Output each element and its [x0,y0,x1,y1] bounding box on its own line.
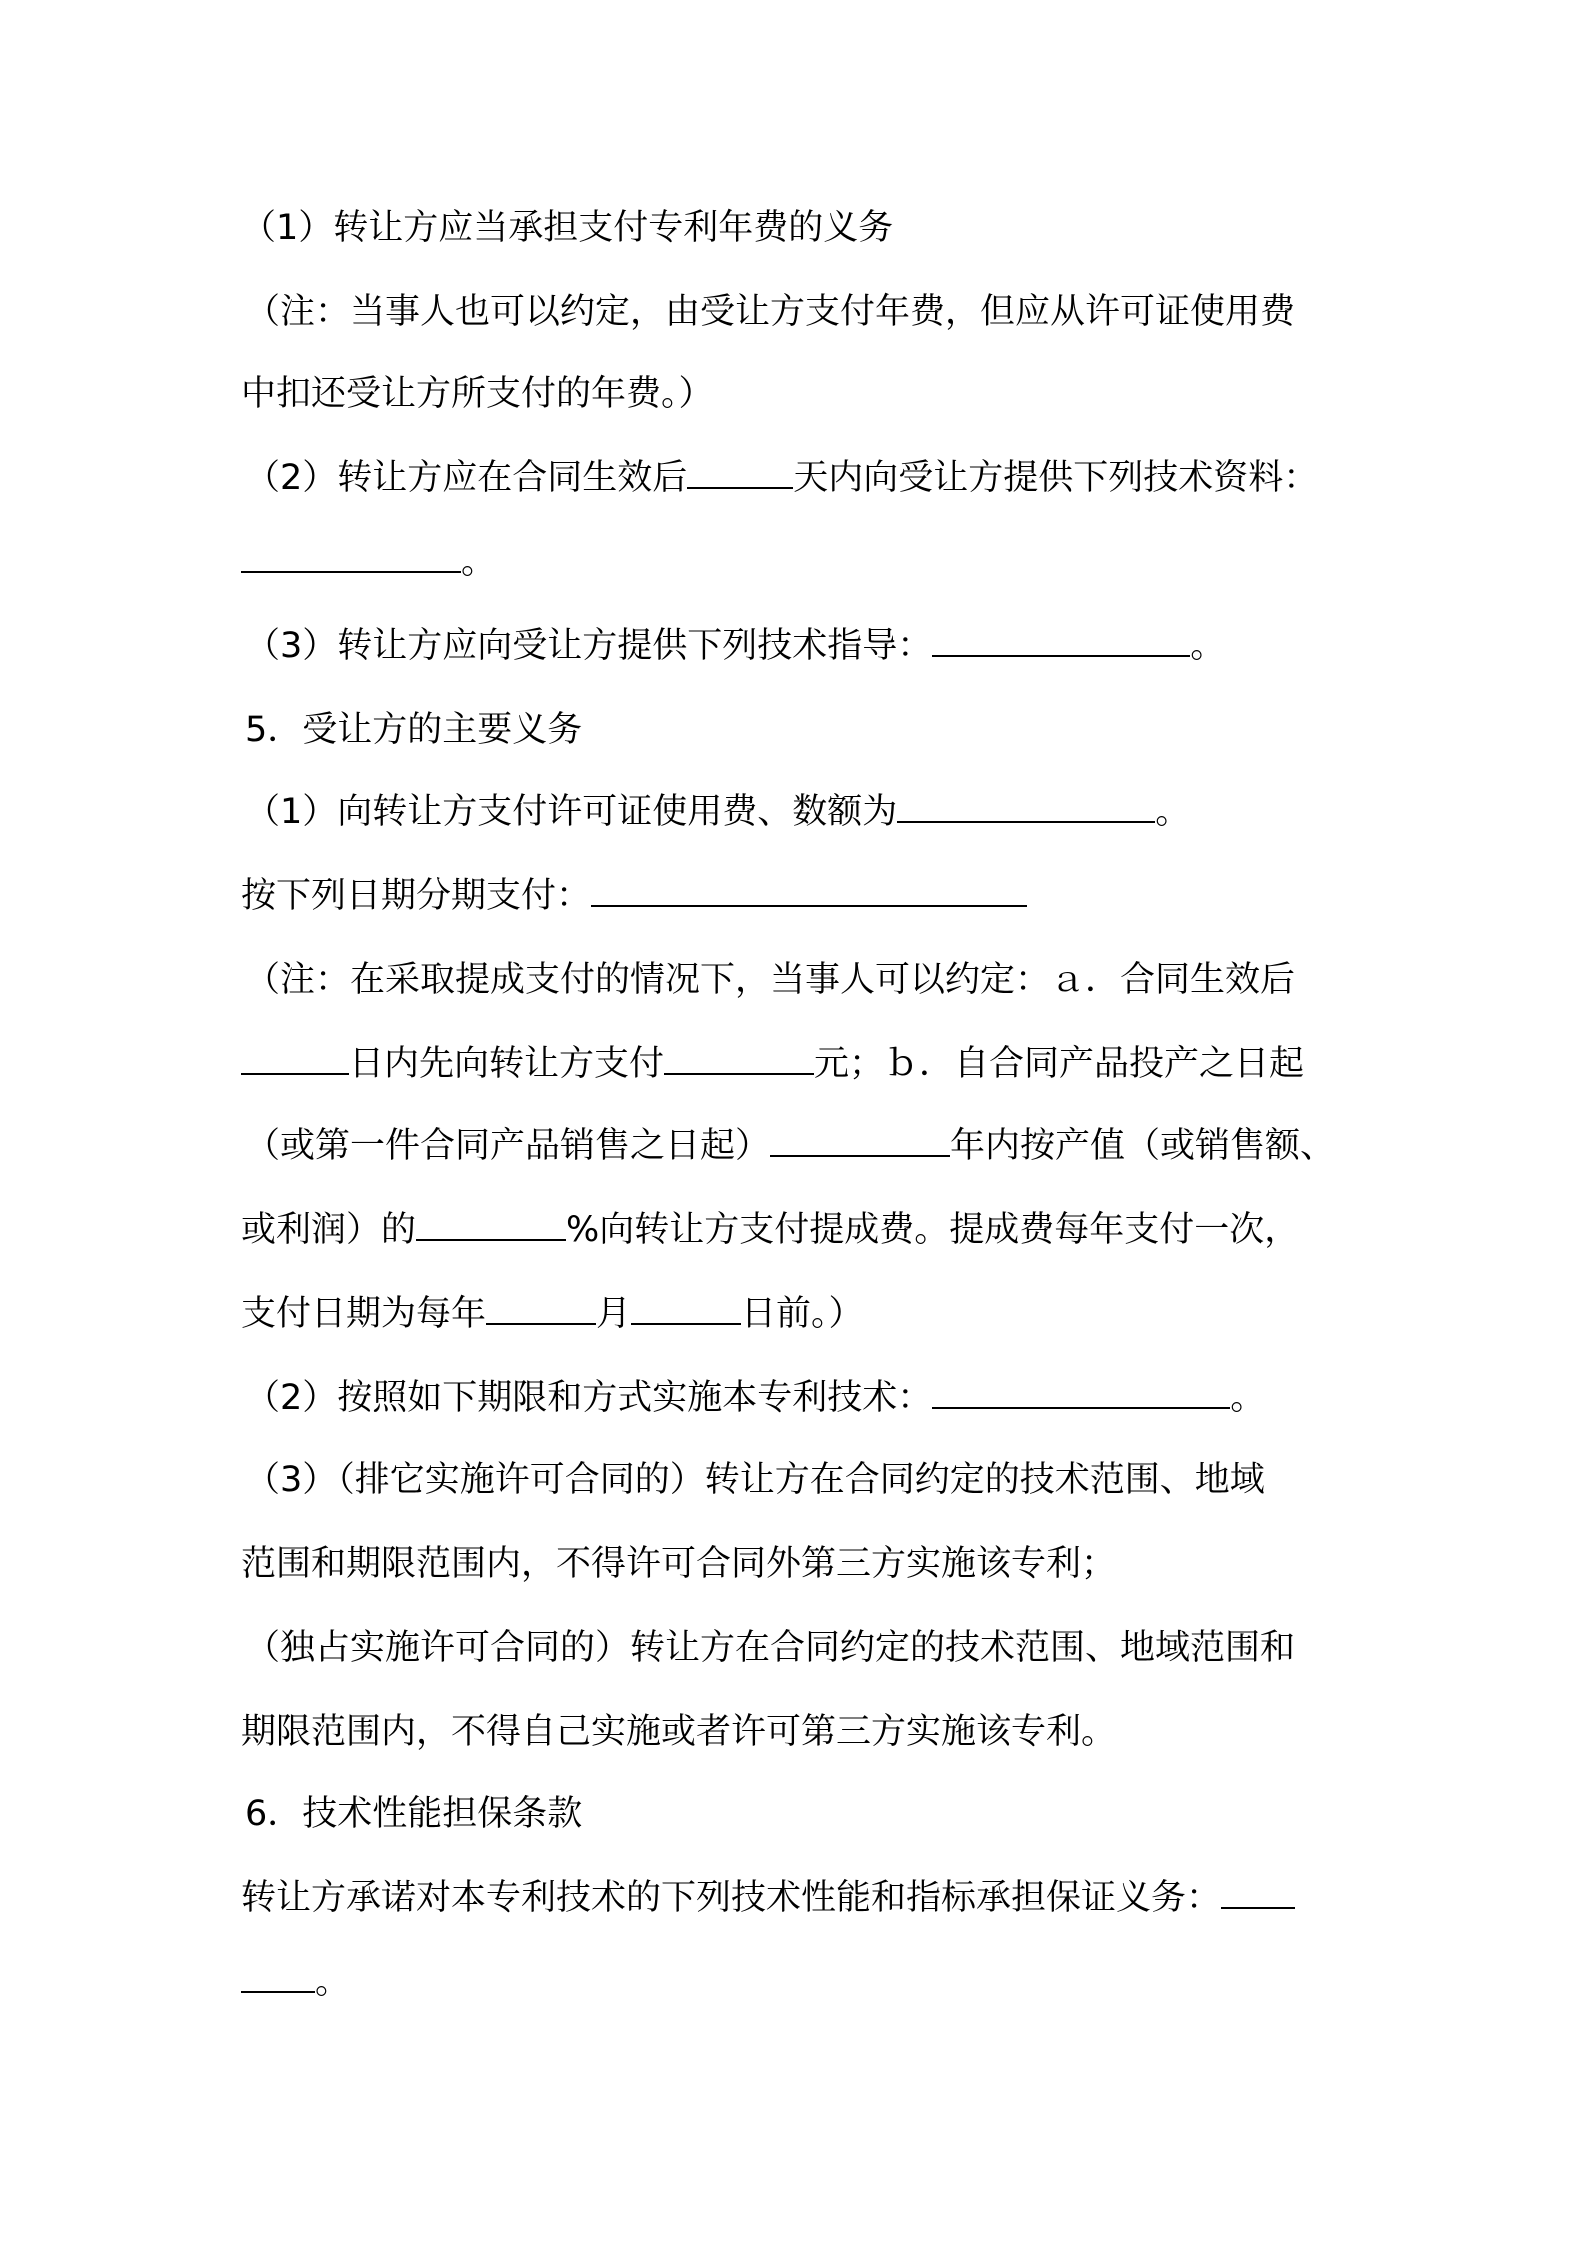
text-segment: 5．受让方的主要义务 [245,710,583,750]
text-segment: 天内向受让方提供下列技术资料： [793,458,1319,498]
fill-in-blank [591,875,1027,907]
text-line [245,454,1318,502]
fill-in-blank [241,1043,349,1075]
text-line [241,1290,864,1338]
fill-in-blank [241,1961,315,1993]
text-segment: 元；ｂ．自合同产品投产之日起 [814,1044,1305,1084]
fill-in-blank [241,541,461,573]
text-segment: （2）转让方应在合同生效后 [245,458,688,498]
text-segment: （3）（排它实施许可合同的）转让方在合同约定的技术范围、地域 [245,1460,1265,1500]
text-segment: 。 [461,542,497,582]
text-segment: 支付日期为每年 [241,1294,487,1334]
fill-in-blank [416,1209,566,1241]
text-segment: （2）按照如下期限和方式实施本专利技术： [245,1378,933,1418]
text-segment: 。 [1190,626,1226,666]
text-segment: 期限范围内，不得自己实施或者许可第三方实施该专利。 [241,1712,1117,1752]
text-line [245,1122,1335,1170]
fill-in-blank [932,625,1190,657]
text-line [245,1624,1295,1672]
text-line [245,288,1295,336]
text-line [241,1040,1304,1088]
text-segment: （1）转让方应当承担支付专利年费的义务 [241,208,894,248]
text-segment: 中扣还受让方所支付的年费。） [241,374,714,414]
text-segment: 或利润）的 [241,1210,417,1250]
text-line [241,538,496,586]
document-page [241,0,1361,2244]
text-line [245,622,1225,670]
text-line [241,1206,1299,1254]
fill-in-blank [687,457,793,489]
text-line [241,204,893,252]
text-line [245,1456,1265,1504]
text-segment: 日前。） [741,1294,864,1334]
fill-in-blank [770,1125,950,1157]
text-line [245,788,1190,836]
text-line [241,1708,1116,1756]
text-segment: 。 [1155,792,1191,832]
text-segment: （独占实施许可合同的）转让方在合同约定的技术范围、地域范围和 [245,1628,1296,1668]
text-segment: （或第一件合同产品销售之日起） [245,1126,771,1166]
text-segment: （3）转让方应向受让方提供下列技术指导： [245,626,933,666]
text-segment: 转让方承诺对本专利技术的下列技术性能和指标承担保证义务： [241,1878,1222,1918]
section-heading [245,1790,582,1838]
text-line [245,1374,1265,1422]
text-segment: 年内按产值（或销售额、 [950,1126,1336,1166]
text-segment: 按下列日期分期支付： [241,876,592,916]
text-segment: （注：在采取提成支付的情况下，当事人可以约定：ａ．合同生效后 [245,960,1296,1000]
text-line [241,1958,350,2006]
text-line [241,872,1027,920]
text-segment: 月 [596,1294,632,1334]
text-segment: %向转让方支付提成费。提成费每年支付一次， [566,1210,1300,1250]
text-segment: 日内先向转让方支付 [349,1044,665,1084]
fill-in-blank [486,1293,596,1325]
fill-in-blank [897,791,1155,823]
text-segment: 。 [1230,1378,1266,1418]
text-segment: 范围和期限范围内，不得许可合同外第三方实施该专利； [241,1544,1117,1584]
text-segment: （1）向转让方支付许可证使用费、数额为 [245,792,898,832]
text-line [241,1874,1295,1922]
text-segment: （注：当事人也可以约定，由受让方支付年费，但应从许可证使用费 [245,292,1296,332]
text-line [245,956,1295,1004]
fill-in-blank [664,1043,814,1075]
text-line [241,370,714,418]
fill-in-blank [1221,1877,1295,1909]
text-segment: 6．技术性能担保条款 [245,1794,583,1834]
section-heading [245,706,582,754]
fill-in-blank [631,1293,741,1325]
text-segment: 。 [315,1962,351,2002]
fill-in-blank [932,1377,1230,1409]
text-line [241,1540,1116,1588]
